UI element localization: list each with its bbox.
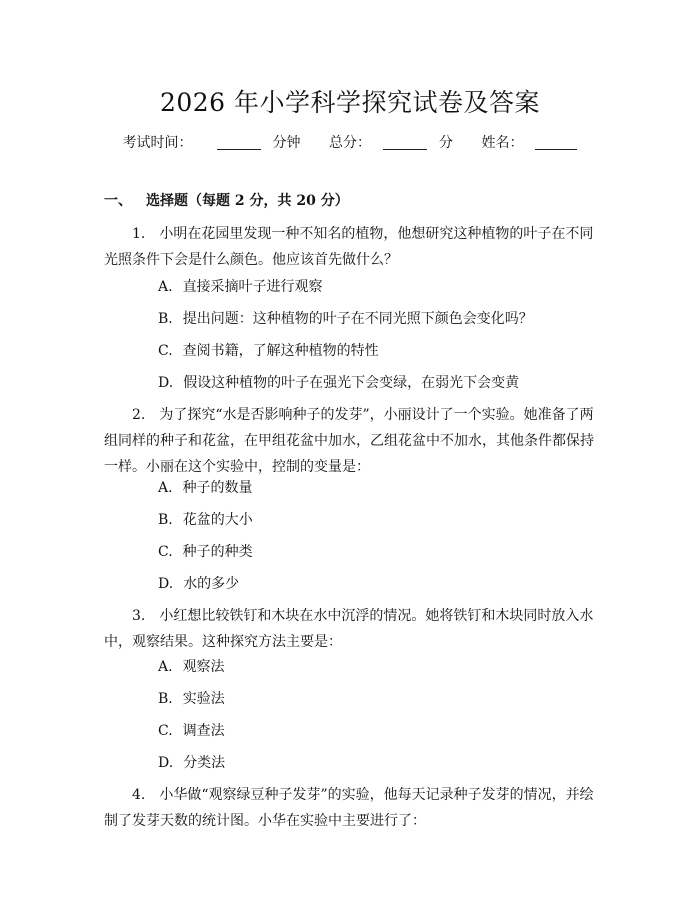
option-2c [158, 541, 253, 561]
option-text: 观察法 [182, 659, 225, 675]
option-2a [158, 477, 253, 497]
option-text: 花盆的大小 [182, 512, 253, 528]
question-4: 4. 小华做“观察绿豆种子发芽”的实验，他每天记录种子发芽的情况，并绘制了发芽天数的统计图。小华在实验中主要进行了： [104, 787, 594, 829]
option-label: A. [158, 279, 173, 295]
option-3d [158, 752, 225, 772]
option-text: 种子的种类 [182, 544, 253, 560]
option-text: 提出问题：这种植物的叶子在不同光照下颜色会变化吗？ [182, 311, 533, 327]
section-number: 一、 [104, 193, 132, 209]
option-3c [158, 720, 225, 740]
option-3b [158, 688, 225, 708]
time-label: 考试时间： [122, 135, 193, 151]
option-label: D. [158, 375, 174, 391]
option-text: 查阅书籍，了解这种植物的特性 [182, 343, 379, 359]
question-2: 2. 为了探究“水是否影响种子的发芽”，小丽设计了一个实验。她准备了两组同样的种子和花盆，在甲组花盆中加水，乙组花盆中不加水，其他条件都保持一样。小丽在这个实验中，控制的变量是： [104, 407, 594, 475]
option-1c [158, 340, 379, 360]
option-label: D. [158, 576, 174, 592]
time-field [111, 135, 301, 151]
option-text: 实验法 [182, 691, 225, 707]
option-label: A. [158, 659, 173, 675]
score-blank [383, 135, 427, 150]
option-text: 水的多少 [183, 576, 240, 592]
option-2d [158, 573, 239, 593]
option-1d [158, 372, 519, 392]
option-3a [158, 656, 225, 676]
section-heading [104, 190, 349, 210]
option-text: 分类法 [183, 755, 226, 771]
option-label: B. [158, 691, 173, 707]
option-label: B. [158, 512, 173, 528]
option-1b [158, 308, 533, 328]
question-3: 3. 小红想比较铁钉和木块在水中沉浮的情况。她将铁钉和木块同时放入水中，观察结果。这种探究方法主要是： [104, 608, 594, 650]
option-text: 调查法 [182, 723, 225, 739]
option-label: C. [158, 723, 173, 739]
option-1a [158, 276, 323, 296]
option-label: C. [158, 544, 173, 560]
time-unit: 分钟 [272, 135, 301, 151]
score-unit: 分 [439, 135, 453, 151]
option-text: 假设这种植物的叶子在强光下会变绿，在弱光下会变黄 [183, 375, 520, 391]
question-1: 1. 小明在花园里发现一种不知名的植物，他想研究这种植物的叶子在不同光照条件下会是什么颜色。他应该首先做什么？ [104, 226, 594, 268]
option-label: B. [158, 311, 173, 327]
option-label: C. [158, 343, 173, 359]
section-title: 选择题（每题 2 分，共 20 分） [146, 193, 349, 209]
name-label: 姓名： [481, 135, 524, 151]
option-2b [158, 509, 253, 529]
score-label: 总分： [329, 135, 371, 151]
page-title: 2026 年小学科学探究试卷及答案 [159, 88, 541, 117]
score-field [329, 135, 453, 151]
name-blank [535, 135, 577, 150]
time-blank [217, 135, 261, 150]
option-label: A. [158, 480, 173, 496]
option-text: 种子的数量 [182, 480, 253, 496]
name-field [481, 135, 589, 151]
option-text: 直接采摘叶子进行观察 [182, 279, 323, 295]
option-label: D. [158, 755, 174, 771]
exam-meta [0, 132, 700, 152]
